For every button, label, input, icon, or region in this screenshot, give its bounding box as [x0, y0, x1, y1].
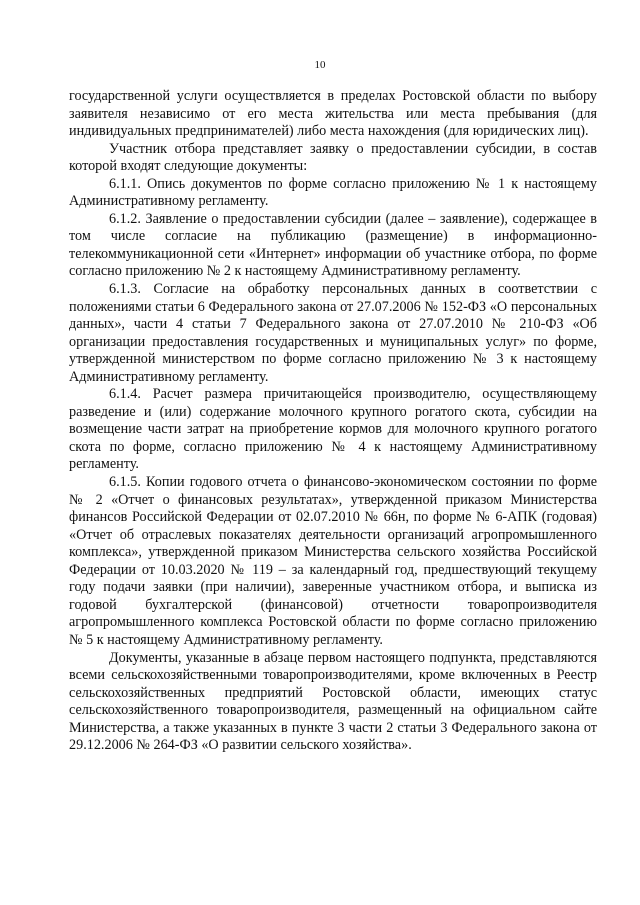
paragraph-application-intro: Участник отбора представляет заявку о предоставлении субсидии, в состав которой входят следующие документы: — [69, 140, 597, 175]
paragraph-6-1-3: 6.1.3. Согласие на обработку персональных данных в соответствии с положениями статьи 6 Федерального закона от 27.07.2006 № 152-ФЗ «О персональных данных», части 4 статьи 7 Федерального закона от 27.07.2010 № 210-ФЗ «Об организации предоставления государственных и муниципальных услуг» по форме, утвержденной министерством по форме согласно приложению № 3 к настоящему Административному регламенту. — [69, 281, 597, 385]
document-body — [69, 88, 597, 755]
paragraph-documents-submission: Документы, указанные в абзаце первом настоящего подпункта, представляются всеми сельскохозяйственными товаропроизводителями, кроме включенных в Реестр сельскохозяйственных предприятий Ростовской области, имеющих статус сельскохозяйственного товаропроизводителя, размещенный на официальном сайте Министерства, а также указанных в пункте 3 части 2 статьи 3 Федерального закона от 29.12.2006 № 264-ФЗ «О развитии сельского хозяйства». — [69, 649, 597, 754]
paragraph-6-1-5: 6.1.5. Копии годового отчета о финансово-экономическом состоянии по форме № 2 «Отчет о финансовых результатах», утвержденной приказом Министерства финансов Российской Федерации от 02.07.2010 № 66н, по форме № 6-АПК (годовая) «Отчет об отраслевых показателях деятельности организаций агропромышленного комплекса», утвержденной приказом Министерства сельского хозяйства Российской Федерации от 10.03.2020 № 119 – за календарный год, предшествующий текущему году подачи заявки (при наличии), заверенные участником отбора, и выписка из годовой бухгалтерской (финансовой) отчетности товаропроизводителя агропромышленного комплекса Ростовской области по форме согласно приложению № 5 к настоящему Административному регламенту. — [69, 474, 597, 648]
paragraph-6-1-1: 6.1.1. Опись документов по форме согласно приложению № 1 к настоящему Административному регламенту. — [69, 175, 597, 210]
page-number: 10 — [314, 59, 326, 71]
paragraph-6-1-4: 6.1.4. Расчет размера причитающейся производителю, осуществляющему разведение и (или) содержание молочного крупного рогатого скота, субсидии на возмещение части затрат на приобретение кормов для молочного крупного рогатого скота по форме, согласно приложению № 4 к настоящему Административному регламенту. — [69, 386, 597, 473]
paragraph-6-1-2: 6.1.2. Заявление о предоставлении субсидии (далее – заявление), содержащее в том числе согласие на публикацию (размещение) в информационно-телекоммуникационной сети «Интернет» информации об участнике отбора, по форме согласно приложению № 2 к настоящему Административному регламенту. — [69, 210, 597, 280]
paragraph-continuation: государственной услуги осуществляется в пределах Ростовской области по выбору заявителя независимо от его места жительства или места пребывания (для индивидуальных предпринимателей) либо места нахождения (для юридических лиц). — [69, 88, 597, 140]
